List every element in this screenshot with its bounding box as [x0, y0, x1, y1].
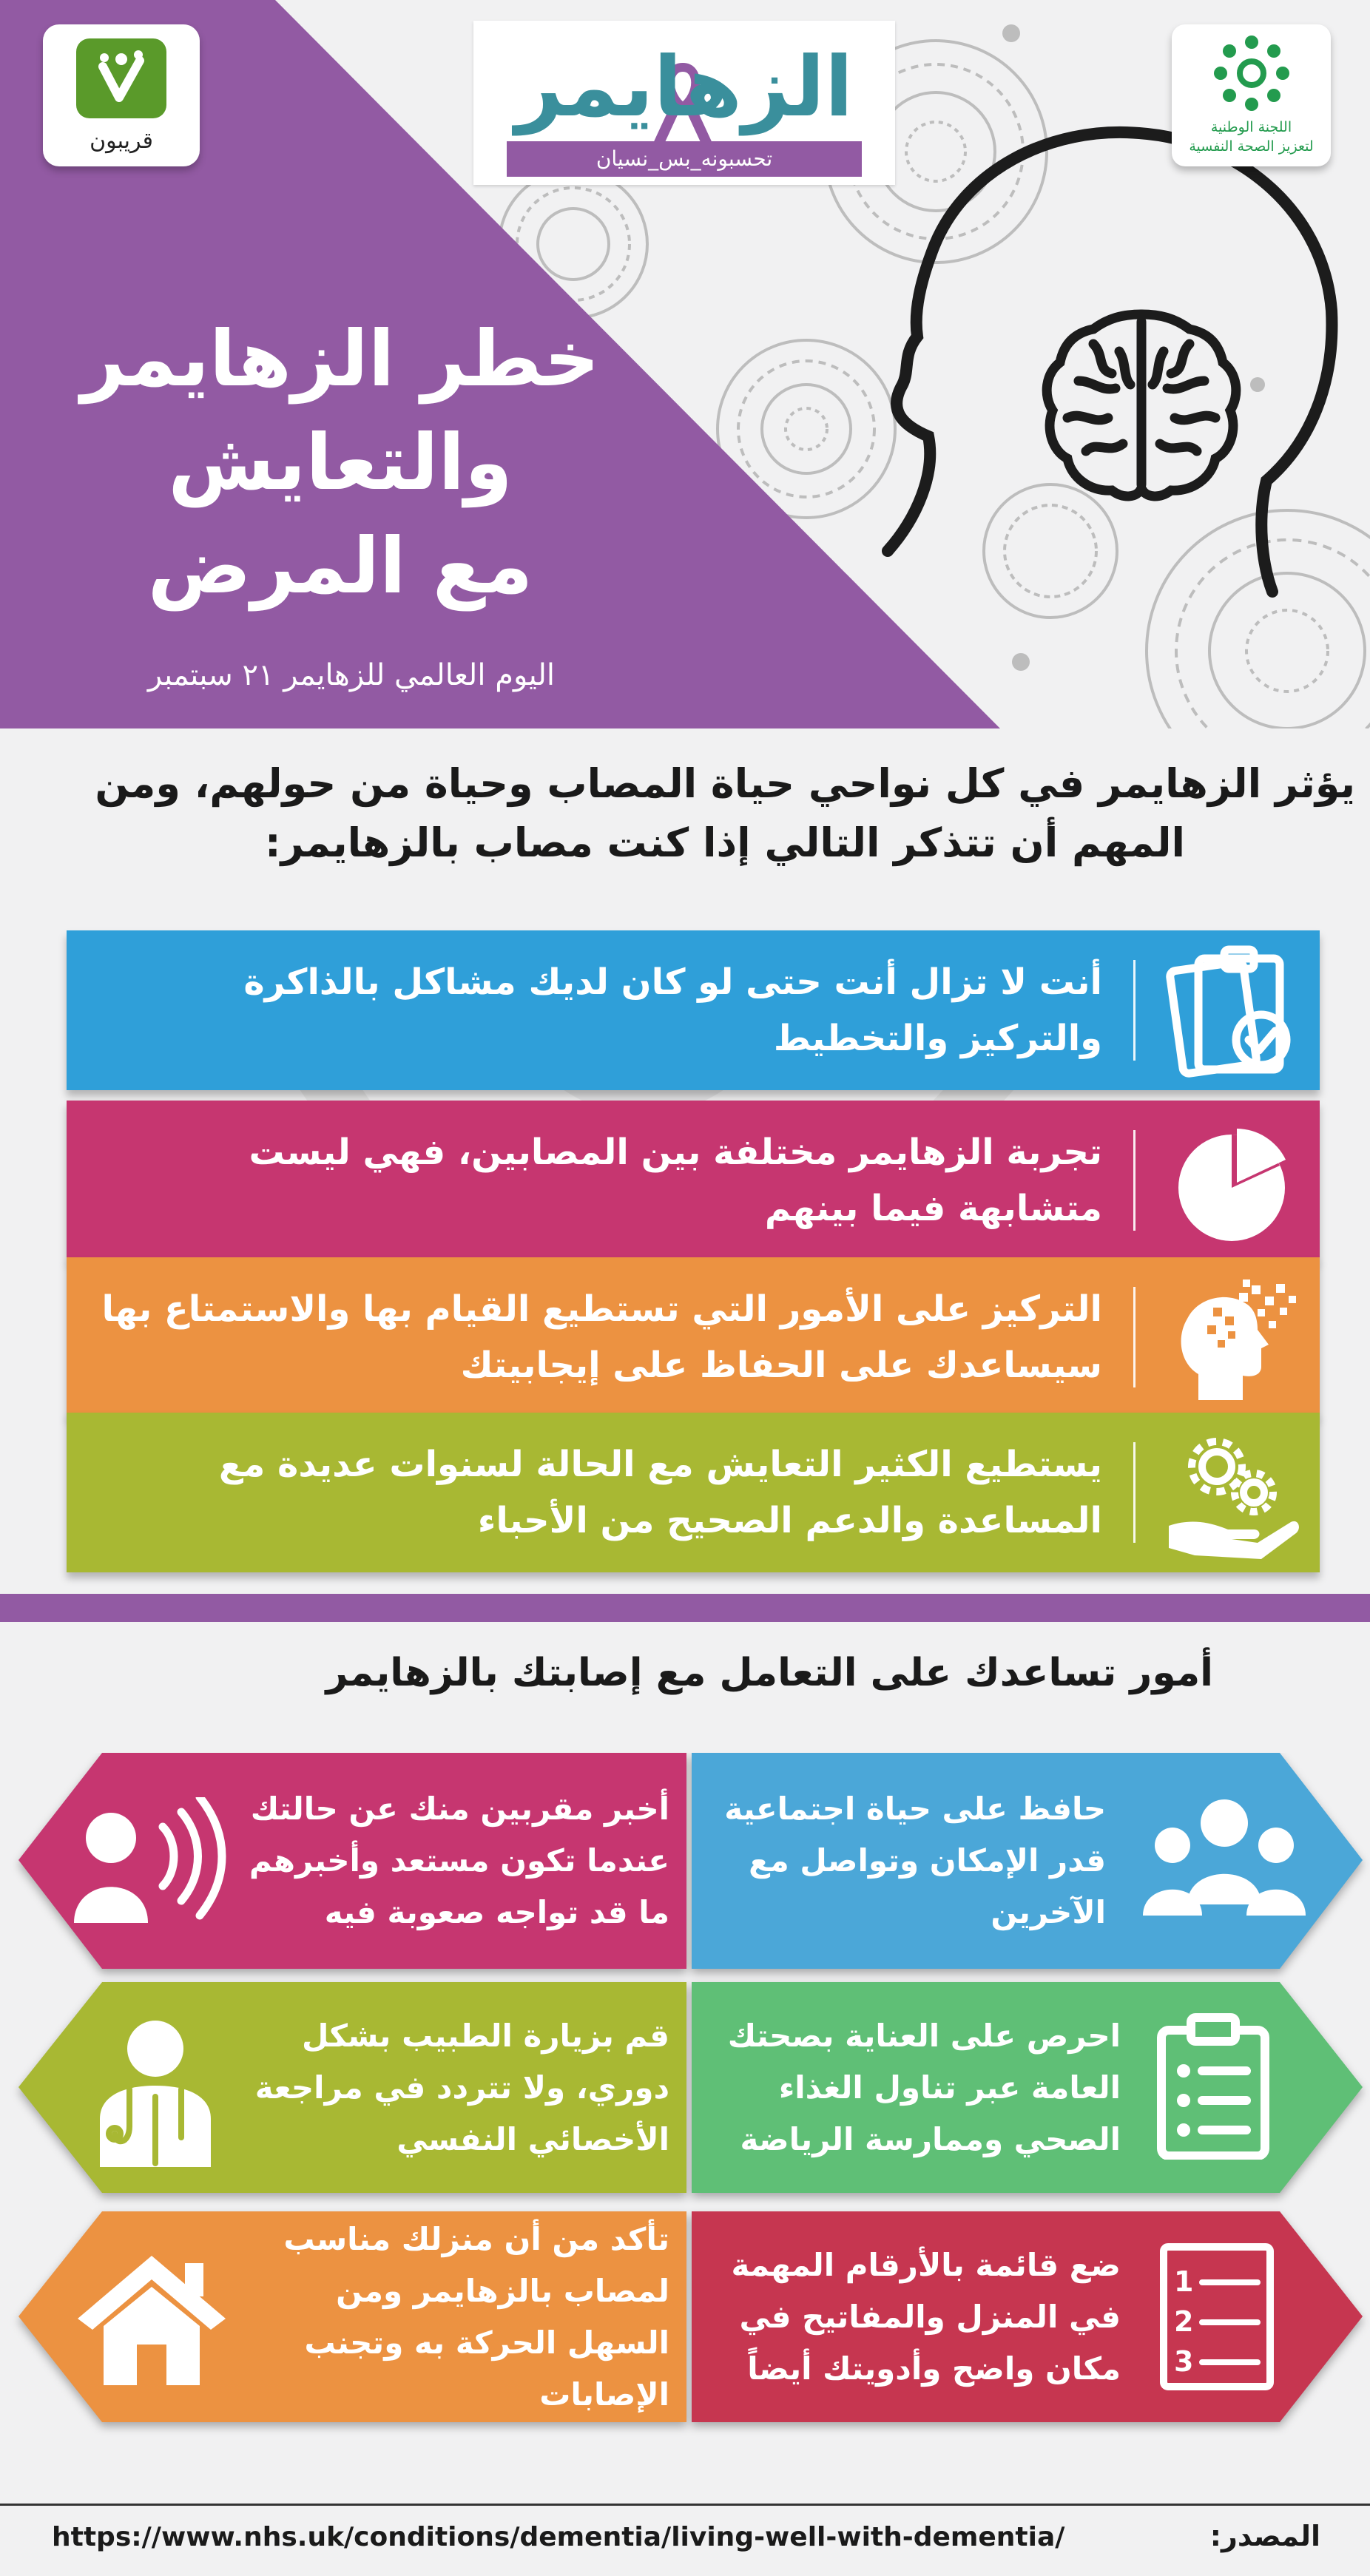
section-divider-bar [0, 1594, 1370, 1622]
checklist-icon [1150, 2012, 1276, 2160]
card-divider [1133, 1287, 1136, 1387]
qareeboon-badge [43, 24, 200, 166]
pie-chart-icon [1154, 1106, 1302, 1254]
qareeboon-logo-icon [75, 37, 168, 120]
svg-text:1: 1 [1174, 2265, 1194, 2298]
head-pixels-icon [1154, 1263, 1302, 1411]
tip-important-numbers [692, 2211, 1363, 2422]
tip-safe-home [18, 2211, 686, 2422]
svg-text:2: 2 [1174, 2305, 1194, 2338]
brain-icon [1034, 300, 1249, 514]
logo-wordmark: الزهايمر [515, 39, 854, 135]
remember-card-text: أنت لا تزال أنت حتى لو كان لديك مشاكل بالذاكرة والتركيز والتخطيط [243, 961, 1102, 1059]
tip-general-health [692, 1982, 1363, 2193]
remember-card-3 [67, 1257, 1320, 1417]
card-divider [1133, 1442, 1136, 1543]
tip-text: ضع قائمة بالأرقام المهمة في المنزل والمفاتيح في مكان واضح وأدويتك أيضاً [731, 2246, 1121, 2387]
svg-text:3: 3 [1174, 2345, 1194, 2378]
tip-social-life [692, 1753, 1363, 1969]
hero-title-line2: والتعايش [168, 417, 513, 507]
footer-source-url[interactable]: https://www.nhs.uk/conditions/dementia/living-well-with-dementia/ [52, 2522, 1065, 2552]
hero-subtitle: اليوم العالمي للزهايمر ٢١ سبتمبر [147, 658, 555, 692]
doctor-icon [85, 2008, 226, 2171]
remember-card-1 [67, 930, 1320, 1090]
numbered-list-icon [1158, 2241, 1276, 2393]
qareeboon-label: قريبون [90, 128, 153, 154]
intro-text [15, 754, 1355, 873]
tips-section-title: أمور تساعدك على التعامل مع إصابتك بالزهايمر [325, 1651, 1213, 1695]
remember-card-text: التركيز على الأمور التي تستطيع القيام بها والاستمتاع بها سيساعدك على الحفاظ على إيجابيتك [101, 1288, 1102, 1386]
remember-card-2 [67, 1101, 1320, 1260]
footer-source-label: المصدر: [1209, 2520, 1320, 2552]
tip-tell-close-people [18, 1753, 686, 1969]
alzheimer-campaign-logo [473, 21, 895, 185]
hero-title-line3: مع المرض [147, 521, 533, 611]
clipboard-check-icon [1154, 936, 1302, 1084]
tip-text: أخبر مقربين منك عن حالتك عندما تكون مستعد وأخبرهم ما قد تواجه صعوبة فيه [249, 1791, 669, 1930]
tip-text: احرص على العناية بصحتك العامة عبر تناول الغذاء الصحي وممارسة الرياضة [727, 2017, 1121, 2157]
logo-tagline: تحسبونه_بس_نسيان [595, 146, 773, 171]
ncpmh-label-line1: اللجنة الوطنية [1210, 119, 1292, 135]
footer-divider [0, 2504, 1370, 2506]
tip-visit-doctor [18, 1982, 686, 2193]
intro-line2: المهم أن تتذكر التالي إذا كنت مصاب بالزهايمر: [264, 819, 1185, 866]
house-icon [70, 2248, 233, 2389]
tip-text: تأكد من أن منزلك مناسب لمصاب بالزهايمر ومن السهل الحركة به وتجنب الإصابات [283, 2220, 669, 2413]
remember-card-text: تجربة الزهايمر مختلفة بين المصابين، فهي ليست متشابهة فيما بينهم [249, 1132, 1102, 1229]
remember-card-text: يستطيع الكثير التعايش مع الحالة لسنوات عديدة مع المساعدة والدعم الصحيح من الأحباء [218, 1444, 1102, 1541]
hero-title [74, 307, 607, 618]
ncpmh-badge [1172, 24, 1331, 166]
person-speaking-icon [59, 1797, 229, 1930]
tip-text: حافظ على حياة اجتماعية قدر الإمكان وتواصل مع الآخرين [724, 1791, 1106, 1930]
card-divider [1133, 960, 1136, 1061]
ncpmh-label-line2: لتعزيز الصحة النفسية [1189, 138, 1314, 155]
group-people-icon [1136, 1794, 1313, 1927]
intro-line1: يؤثر الزهايمر في كل نواحي حياة المصاب وحياة من حولهم، ومن [95, 760, 1355, 807]
tip-text: قم بزيارة الطبيب بشكل دوري، ولا تتردد في مراجعة الأخصائي النفسي [254, 2017, 669, 2157]
logo-tagline-bar [507, 141, 862, 177]
gears-hand-icon [1154, 1419, 1302, 1566]
remember-card-4 [67, 1413, 1320, 1572]
hero-title-line1: خطر الزهايمر [81, 314, 600, 404]
card-divider [1133, 1130, 1136, 1231]
ncpmh-logo-icon [1210, 32, 1293, 115]
